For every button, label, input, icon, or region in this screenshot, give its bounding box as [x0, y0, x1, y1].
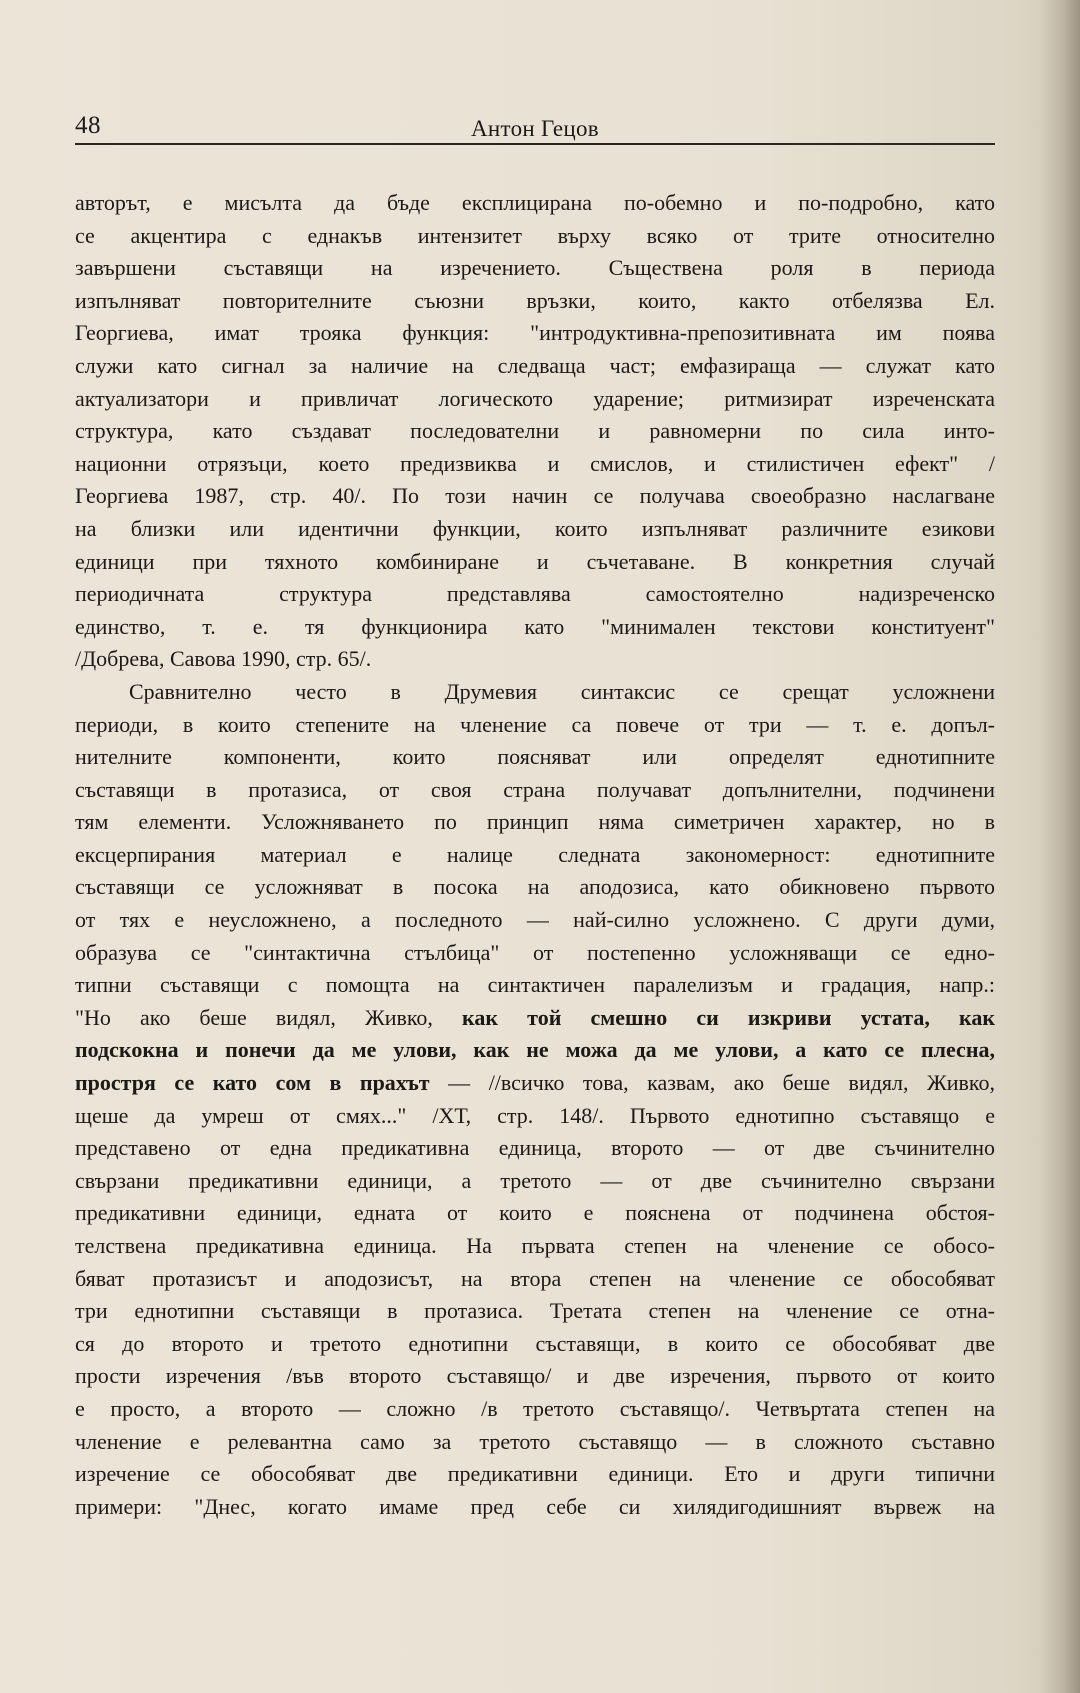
- text-line: актуализатори и привличат логическото ударение; ритмизират изреченската: [75, 385, 995, 411]
- text-line: предикативни единици, едната от които е пояснена от подчинена обстоя-: [75, 1200, 995, 1226]
- text-line: ексцерпирания материал е налице следната закономерност: еднотипните: [75, 841, 995, 867]
- text-line: три еднотипни съставящи в протазиса. Третата степен на членение се отна-: [75, 1298, 995, 1324]
- text-line-paragraph-start: Сравнително често в Друмевия синтаксис се срещат усложнени: [129, 678, 995, 704]
- page-header: [75, 108, 995, 148]
- text-line: нителните компоненти, които поясняват или определят еднотипните: [75, 744, 995, 770]
- text-line: Георгиева, имат трояка функция: "интродуктивна-препозитивната им поява: [75, 320, 995, 346]
- text-line: е просто, а второто — сложно /в третото съставящо/. Четвъртата степен на: [75, 1395, 995, 1421]
- text-line: авторът, е мисълта да бъде експлицирана по-обемно и по-подробно, като: [75, 190, 995, 215]
- text-line: изречение се обособяват две предикативни единици. Ето и други типични: [75, 1461, 995, 1487]
- text-line: ся до второто и третото еднотипни съставящи, в които се обособяват две: [75, 1330, 995, 1356]
- running-head: Антон Гецов: [471, 116, 599, 141]
- text-line: от тях е неусложнено, а последното — най-силно усложнено. С други думи,: [75, 907, 995, 933]
- text-line: периоди, в които степените на членение са повече от три — т. е. допъл-: [75, 711, 995, 737]
- text-line-mixed: [75, 1067, 995, 1100]
- text-segment-bold: простря се като сом в прахът: [75, 1070, 430, 1096]
- text-segment: "Но ако беше видял, Живко,: [75, 1004, 463, 1030]
- text-line: представено от една предикативна единица, второто — от две съчинително: [75, 1135, 995, 1161]
- text-line: завършени съставящи на изречението. Съществена роля в периода: [75, 255, 995, 281]
- text-line: образува се "синтактична стълбица" от постепенно усложняващи се едно-: [75, 939, 995, 965]
- text-line: единство, т. е. тя функционира като "минимален текстови конституент": [75, 613, 995, 639]
- text-line: членение е релевантна само за третото съставящо — в сложното съставно: [75, 1428, 995, 1454]
- text-line-bold: подскокна и понечи да ме улови, как не можа да ме улови, а като се плесна,: [75, 1037, 995, 1063]
- text-line: се акцентира с еднакъв интензитет върху всяко от трите относително: [75, 222, 995, 248]
- page-number: 48: [75, 112, 101, 139]
- text-line: съставящи се усложняват в посока на аподозиса, като обикновено първото: [75, 874, 995, 900]
- text-line: Георгиева 1987, стр. 40/. По този начин се получава своеобразно наслагване: [75, 483, 995, 509]
- text-line: типни съставящи с помощта на синтактичен паралелизъм и градация, напр.:: [75, 972, 995, 998]
- body-text: [75, 187, 995, 1523]
- text-line: /Добрева, Савова 1990, стр. 65/.: [75, 646, 372, 672]
- text-line: телствена предикативна единица. На първата степен на членение се обосо-: [75, 1233, 995, 1258]
- text-line: бяват протазисът и аподозисът, на втора степен на членение се обособяват: [75, 1265, 995, 1291]
- spine-shadow: [1040, 0, 1080, 1693]
- text-line: съставящи в протазиса, от своя страна получават допълнителни, подчинени: [75, 776, 995, 802]
- text-line: на близки или идентични функции, които изпълняват различните езикови: [75, 515, 995, 541]
- text-line: структура, като създават последователни и равномерни по сила инто-: [75, 418, 995, 444]
- text-line: щеше да умреш от смях..." /ХТ, стр. 148/. Първото еднотипно съставящо е: [75, 1102, 995, 1128]
- text-line: единици при тяхното комбиниране и съчетаване. В конкретния случай: [75, 548, 995, 574]
- text-line: служи като сигнал за наличие на следваща част; емфазираща — служат като: [75, 352, 995, 378]
- header-rule: [75, 143, 995, 145]
- text-segment: — //всичко това, казвам, ако беше видял, Живко,: [429, 1070, 995, 1096]
- text-line: национни отрязъци, което предизвиква и смислов, и стилистичен ефект" /: [75, 450, 995, 476]
- text-line: периодичната структура представлява самостоятелно надизреченско: [75, 581, 995, 607]
- text-line: свързани предикативни единици, а третото — от две съчинително свързани: [75, 1167, 995, 1193]
- text-line: тям елементи. Усложняването по принцип няма симетричен характер, но в: [75, 809, 995, 835]
- text-line: прости изречения /във второто съставящо/ и две изречения, първото от които: [75, 1363, 995, 1389]
- text-line: примери: "Днес, когато имаме пред себе си хилядигодишният вървеж на: [75, 1493, 995, 1519]
- text-line: изпълняват повторителните съюзни връзки, които, както отбелязва Ел.: [75, 287, 995, 313]
- text-line-mixed: [75, 1002, 995, 1035]
- text-segment-bold: как той смешно си изкриви устата, как: [462, 1004, 995, 1030]
